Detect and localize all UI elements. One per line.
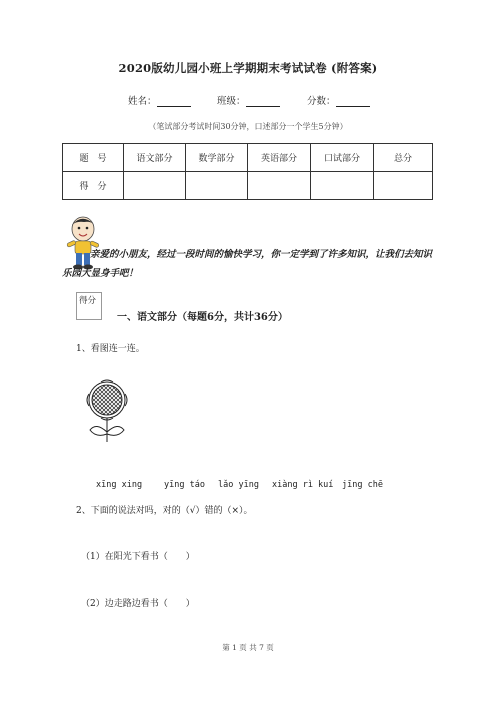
score-table-row-label: 得 分 bbox=[63, 172, 124, 200]
name-blank bbox=[157, 96, 191, 107]
score-label: 分数： bbox=[307, 96, 336, 107]
score-cell bbox=[311, 172, 374, 200]
pinyin-item: jīng chē bbox=[342, 480, 383, 490]
score-blank bbox=[336, 96, 370, 107]
class-blank bbox=[246, 96, 280, 107]
score-table-header-cell: 英语部分 bbox=[248, 144, 311, 172]
name-field bbox=[128, 93, 191, 107]
score-box-label: 得分 bbox=[79, 296, 97, 306]
class-field bbox=[217, 93, 280, 107]
question-2-item: （2）边走路边看书（ ） bbox=[81, 599, 195, 609]
page-footer: 第 1 页 共 7 页 bbox=[222, 643, 274, 652]
score-table-header-cell: 数学部分 bbox=[186, 144, 248, 172]
score-table-score-row bbox=[63, 172, 433, 200]
exam-note: （笔试部分考试时间30分钟，口述部分一个学生5分钟） bbox=[148, 122, 348, 131]
score-table-header-row bbox=[63, 144, 433, 172]
score-cell bbox=[248, 172, 311, 200]
score-table-header-cell: 语文部分 bbox=[124, 144, 186, 172]
pinyin-item: lǎo yīng bbox=[218, 480, 259, 490]
score-table-header-cell: 总分 bbox=[374, 144, 433, 172]
question-1: 1、看图连一连。 bbox=[76, 344, 145, 354]
score-cell bbox=[374, 172, 433, 200]
encouragement-text: 亲爱的小朋友，经过一段时间的愉快学习，你一定学到了许多知识，让我们去知识乐园大显身手吧！ bbox=[62, 249, 433, 279]
score-table-header-cell: 口试部分 bbox=[311, 144, 374, 172]
score-cell bbox=[186, 172, 248, 200]
score-table bbox=[62, 143, 433, 200]
pinyin-item: xiàng rì kuí bbox=[272, 480, 334, 490]
score-box bbox=[76, 292, 102, 320]
score-field bbox=[307, 93, 370, 107]
name-label: 姓名： bbox=[128, 96, 157, 107]
question-2: 2、下面的说法对吗，对的（√）错的（×）。 bbox=[76, 506, 253, 516]
class-label: 班级： bbox=[217, 96, 246, 107]
question-2-item: （1）在阳光下看书（ ） bbox=[81, 552, 195, 562]
section-title: 一、语文部分（每题6分，共计36分） bbox=[117, 312, 288, 323]
score-cell bbox=[124, 172, 186, 200]
pinyin-item: xīng xing bbox=[96, 480, 143, 490]
pinyin-item: yīng táo bbox=[164, 480, 205, 490]
sunflower-icon bbox=[84, 378, 130, 444]
score-table-header-cell: 题 号 bbox=[63, 144, 124, 172]
page-title: 2020版幼儿园小班上学期期末考试试卷 (附答案) bbox=[118, 61, 378, 75]
